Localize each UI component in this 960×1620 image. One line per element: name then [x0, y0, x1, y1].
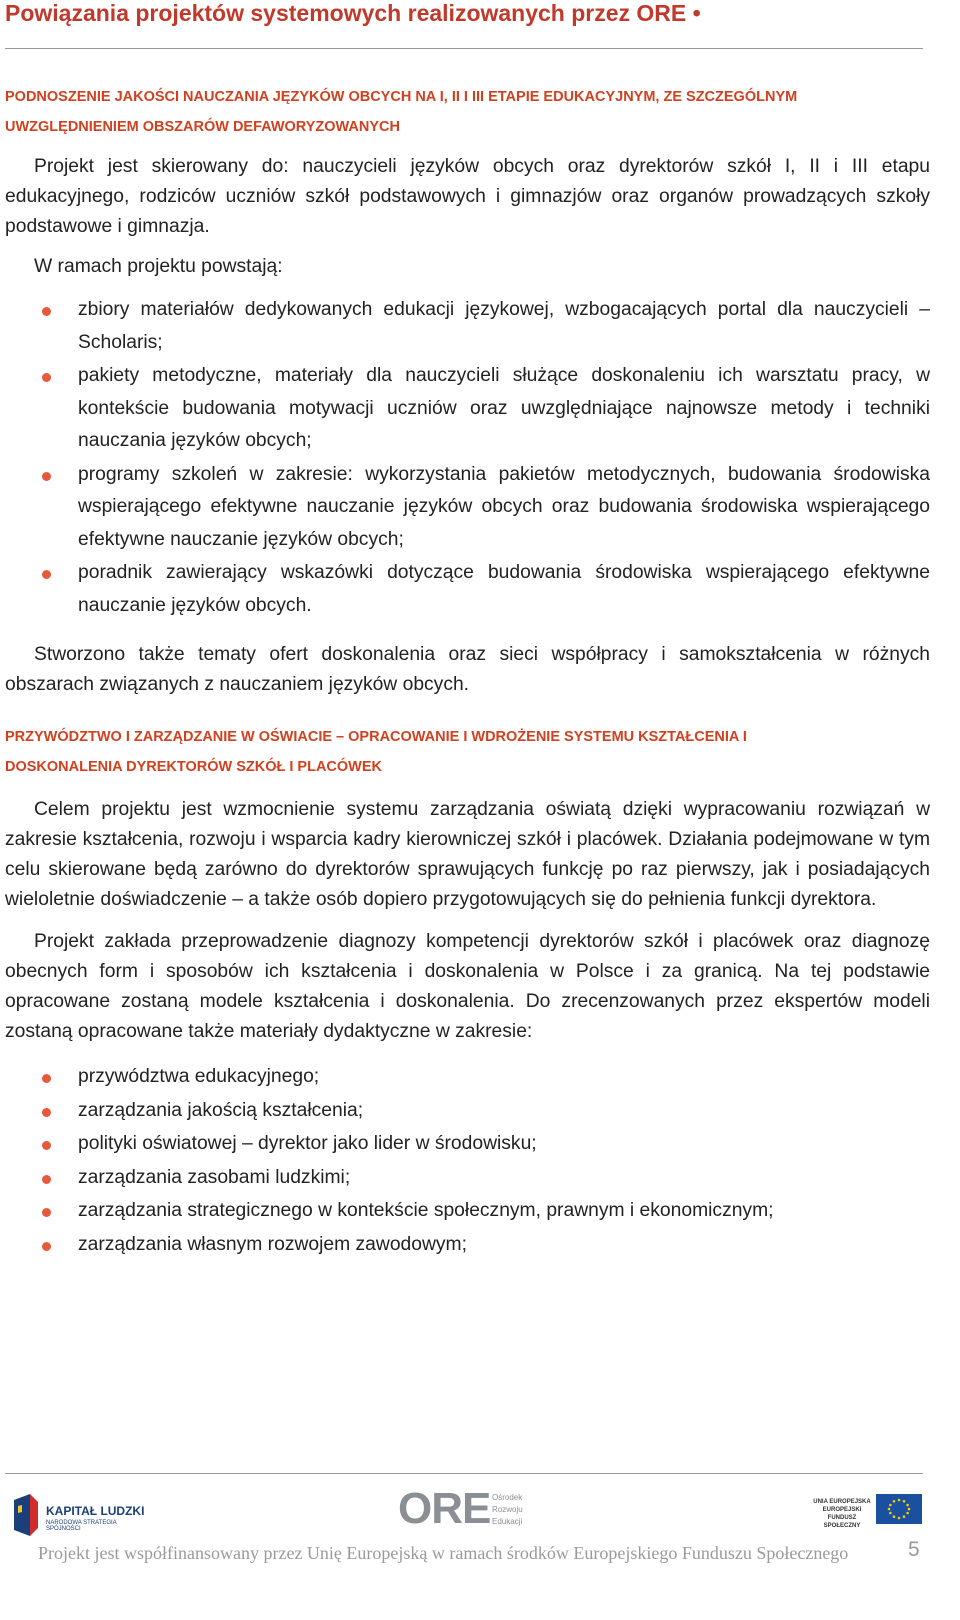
list-item — [5, 1095, 930, 1128]
section-title-line1: PRZYWÓDZTWO I ZARZĄDZANIE W OŚWIACIE – OPRACOWANIE I WDROŻENIE SYSTEMU KSZTAŁCENIA I — [5, 729, 747, 745]
header-divider — [5, 48, 923, 49]
footer-cofinancing-note: Projekt jest współfinansowany przez Unię Europejską w ramach środków Europejskiego Funduszu Społecznego — [38, 1543, 849, 1563]
kapital-ludzki-logo — [10, 1490, 150, 1538]
section-languages — [5, 82, 930, 700]
page-footer — [0, 1480, 960, 1620]
eu-logo-text: UNIA EUROPEJSKA EUROPEJSKI FUNDUSZ SPOŁECZNY — [813, 1499, 871, 1529]
page-number: 5 — [908, 1538, 920, 1561]
list-item-text: zbiory materiałów dedykowanych edukacji językowej, wzbogacających portal dla nauczycieli – Scholaris; — [78, 299, 930, 353]
eu-flag-icon — [876, 1494, 922, 1524]
list-item-text: zarządzania zasobami ludzkimi; — [78, 1166, 351, 1188]
list-item — [5, 1128, 930, 1161]
list-item-text: programy szkoleń w zakresie: wykorzystania pakietów metodycznych, budowania środowiska wspierającego efektywne nauczanie języków obcych oraz budowania środowiska wspierającego efektywne nauczanie języków obcych; — [78, 463, 930, 550]
bullet-list — [5, 1061, 930, 1261]
bullet-icon — [42, 373, 51, 382]
eu-logo — [810, 1494, 922, 1534]
list-item — [5, 1195, 930, 1228]
list-item-text: przywództwa edukacyjnego; — [78, 1066, 320, 1087]
kapital-ludzki-mark-icon — [10, 1492, 40, 1538]
list-item-text: zarządzania strategicznego w kontekście społecznym, prawnym i ekonomicznym; — [78, 1200, 774, 1221]
paragraph: Celem projektu jest wzmocnienie systemu zarządzania oświatą dzięki wypracowaniu rozwiązań w zakresie kształcenia, rozwoju i wsparcia kadry kierowniczej szkół i placówek. Działania podejmowane w tym celu skierowane będą zarówno do dyrektorów sprawujących funkcję po raz pierwszy, jak i posiadających wieloletnie doświadczenie – a także osób dopiero przygotowujących się do pełnienia funkcji dyrektora. — [5, 799, 930, 910]
bullet-icon — [42, 472, 51, 481]
list-item — [5, 557, 930, 622]
bullet-list — [5, 294, 930, 622]
bullet-icon — [42, 1074, 51, 1083]
paragraph: W ramach projektu powstają: — [34, 256, 283, 277]
ore-logo-subtitle-line: Ośrodek — [492, 1493, 523, 1502]
list-item-text: zarządzania własnym rozwojem zawodowym; — [78, 1233, 467, 1255]
list-item-text: poradnik zawierający wskazówki dotyczące budowania środowiska wspierającego efektywne nauczanie języków obcych. — [78, 562, 930, 616]
kapital-ludzki-title: KAPITAŁ LUDZKI — [46, 1504, 145, 1518]
list-item — [5, 1229, 930, 1262]
list-item — [5, 459, 930, 557]
section-leadership — [5, 722, 930, 1261]
document-page — [5, 0, 930, 1261]
list-item — [5, 1162, 930, 1195]
list-item-text: polityki oświatowej – dyrektor jako lider w środowisku; — [78, 1133, 537, 1154]
section-title-line2: DOSKONALENIA DYREKTORÓW SZKÓŁ I PLACÓWEK — [5, 759, 382, 775]
bullet-icon — [42, 1175, 51, 1184]
bullet-icon — [42, 1108, 51, 1117]
ore-logo-subtitle — [492, 1492, 523, 1528]
list-item — [5, 360, 930, 458]
bullet-icon — [42, 1242, 51, 1251]
page-header-title: Powiązania projektów systemowych realizowanych przez ORE • — [5, 0, 701, 26]
ore-logo-text: ORE — [398, 1484, 491, 1533]
ore-logo — [396, 1484, 536, 1538]
list-item — [5, 294, 930, 359]
list-item-text: zarządzania jakością kształcenia; — [78, 1099, 364, 1121]
ore-logo-subtitle-line: Rozwoju — [492, 1505, 523, 1514]
section-title-line2: UWZGLĘDNIENIEM OBSZARÓW DEFAWORYZOWANYCH — [5, 119, 400, 135]
paragraph: Stworzono także tematy ofert doskonalenia oraz sieci współpracy i samokształcenia w różnych obszarach związanych z nauczaniem języków obcych. — [5, 644, 930, 695]
paragraph: Projekt jest skierowany do: nauczycieli języków obcych oraz dyrektorów szkół I, II i III etapu edukacyjnego, rodziców uczniów szkół podstawowych i gimnazjów oraz organów prowadzących szkoły podstawowe i gimnazja. — [5, 156, 930, 237]
footer-divider — [5, 1473, 923, 1474]
paragraph: Projekt zakłada przeprowadzenie diagnozy kompetencji dyrektorów szkół i placówek oraz diagnozę obecnych form i sposobów ich kształcenia i doskonalenia w Polsce i za granicą. Na tej podstawie opracowane zostaną modele kształcenia i doskonalenia. Do zrecenzowanych przez ekspertów modeli zostaną opracowane także materiały dydaktyczne w zakresie: — [5, 931, 930, 1042]
kapital-ludzki-subtitle: NARODOWA STRATEGIA SPÓJNOŚCI — [46, 1520, 117, 1532]
bullet-icon — [42, 570, 51, 579]
list-item — [5, 1061, 930, 1094]
ore-logo-subtitle-line: Edukacji — [492, 1517, 523, 1526]
bullet-icon — [42, 307, 51, 316]
section-title-line1: PODNOSZENIE JAKOŚCI NAUCZANIA JĘZYKÓW OBCYCH NA I, II I III ETAPIE EDUKACYJNYM, ZE SZCZEGÓLNYM — [5, 89, 798, 105]
bullet-icon — [42, 1208, 51, 1217]
list-item-text: pakiety metodyczne, materiały dla nauczycieli służące doskonaleniu ich warsztatu pracy, w kontekście budowania motywacji uczniów oraz uwzględniające najnowsze metody i techniki nauczania języków obcych; — [78, 365, 930, 451]
bullet-icon — [42, 1141, 51, 1150]
